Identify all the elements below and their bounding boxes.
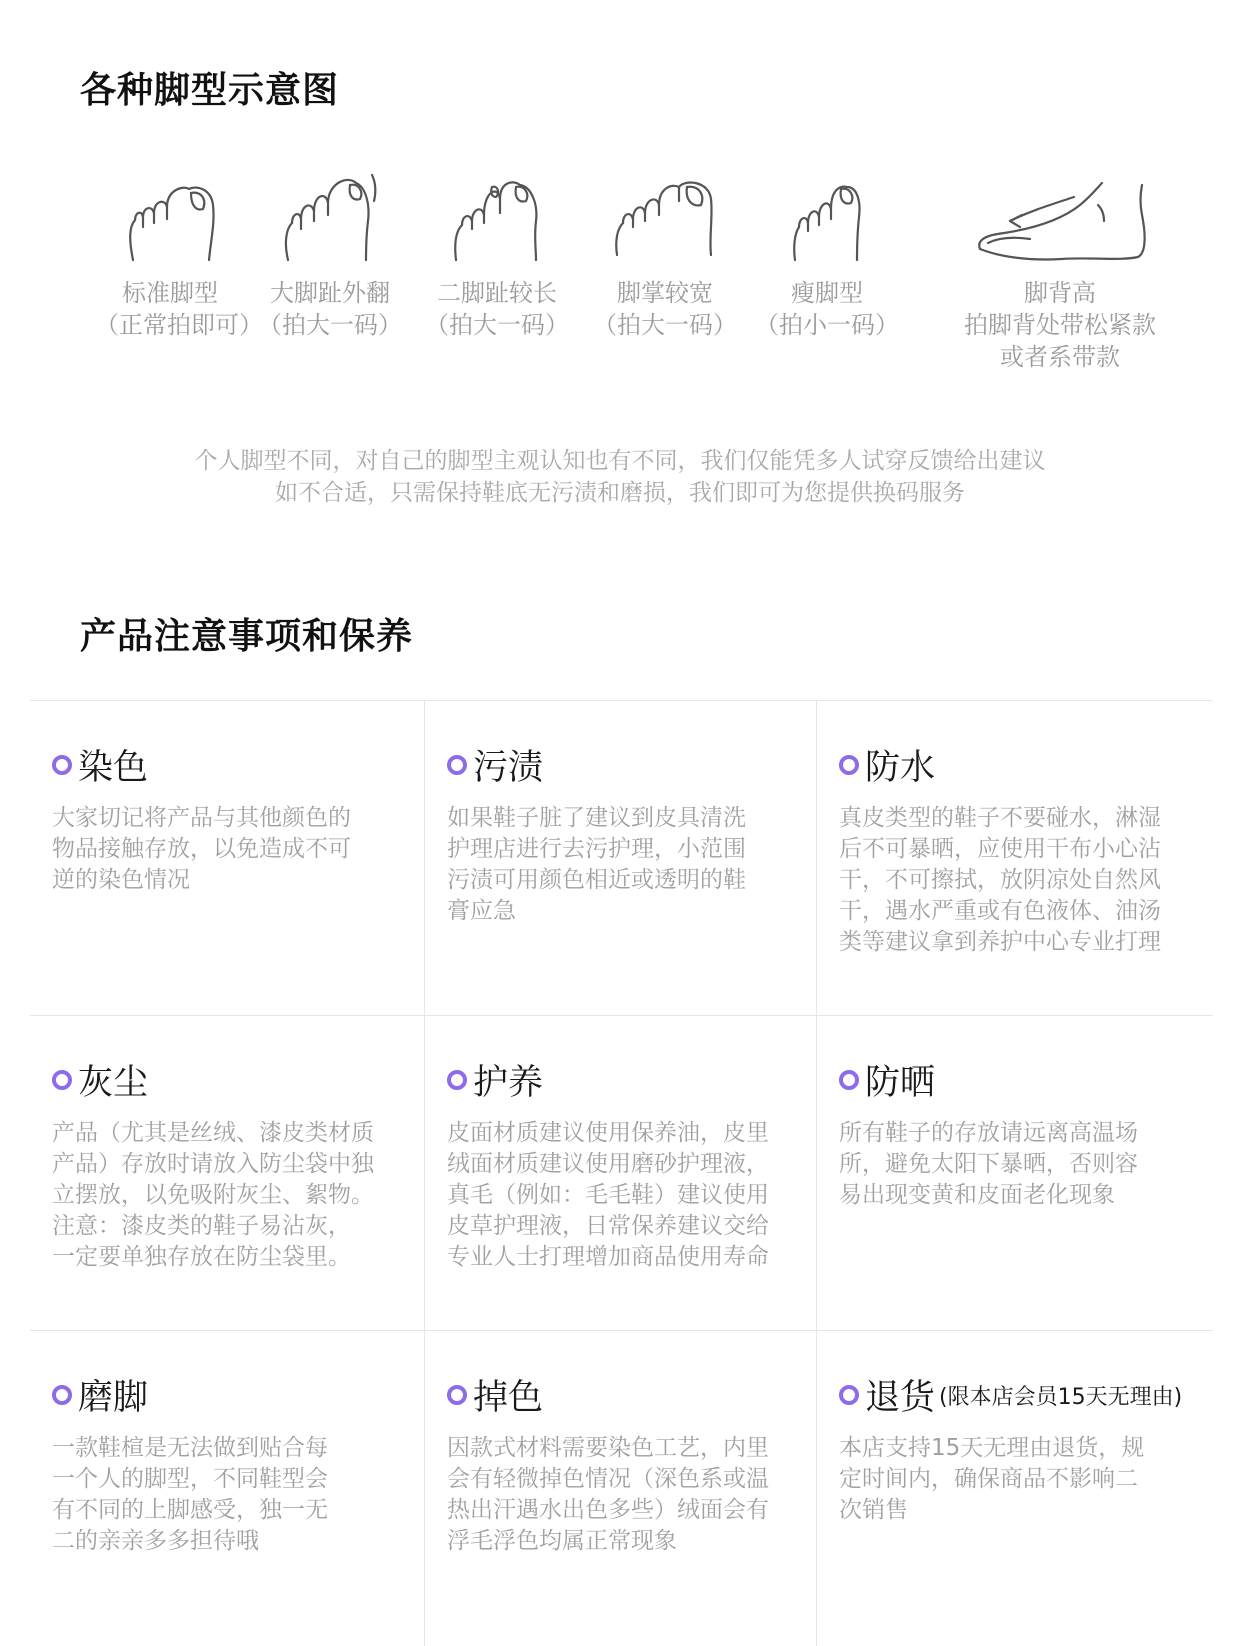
long-second-toe-foot-icon: [442, 165, 552, 265]
bullet-dot-icon: [52, 1385, 72, 1405]
card-line: 一个人的脚型，不同鞋型会: [52, 1466, 328, 1492]
card-line: 次销售: [839, 1497, 908, 1523]
card-line: 立摆放，以免吸附灰尘、絮物。: [52, 1182, 374, 1208]
bullet-dot-icon: [839, 1070, 859, 1090]
bullet-dot-icon: [839, 1385, 859, 1405]
foot-types-title: 各种脚型示意图: [80, 70, 340, 111]
high-instep-foot-icon: [970, 165, 1150, 265]
bullet-dot-icon: [447, 1385, 467, 1405]
card-title: 护养: [473, 1063, 544, 1103]
care-card-sun: [817, 1016, 1213, 1331]
card-line: 如果鞋子脏了建议到皮具清洗: [447, 805, 746, 831]
foot-tip-2: 或者系带款: [1000, 343, 1120, 371]
size-disclaimer: [0, 445, 1240, 509]
card-line: 类等建议拿到养护中心专业打理: [839, 929, 1161, 955]
card-line: 真毛（例如：毛毛鞋）建议使用: [447, 1182, 769, 1208]
card-title: 退货: [865, 1378, 936, 1418]
care-card-dust: [30, 1016, 425, 1331]
card-line: 产品（尤其是丝绒、漆皮类材质: [52, 1120, 374, 1146]
care-card-stain: [425, 701, 817, 1016]
bullet-dot-icon: [447, 755, 467, 775]
foot-item-bunion: [255, 165, 405, 341]
foot-name: 脚背高: [1024, 279, 1096, 307]
card-line: 物品接触存放，以免造成不可: [52, 836, 351, 862]
foot-tip: （正常拍即可）: [95, 311, 263, 339]
card-line: 所，避免太阳下暴晒，否则容: [839, 1151, 1138, 1177]
card-line: 专业人士打理增加商品使用寿命: [447, 1244, 769, 1270]
card-line: 二的亲亲多多担待哦: [52, 1528, 259, 1554]
foot-name: 脚掌较宽: [617, 279, 713, 307]
card-line: 污渍可用颜色相近或透明的鞋: [447, 867, 746, 893]
card-line: 逆的染色情况: [52, 867, 190, 893]
foot-item-wide: [590, 165, 740, 341]
foot-tip: （拍大一码）: [593, 311, 737, 339]
foot-name: 大脚趾外翻: [270, 279, 390, 307]
foot-tip: （拍大一码）: [425, 311, 569, 339]
bunion-foot-icon: [270, 165, 390, 265]
bullet-dot-icon: [52, 1070, 72, 1090]
care-title: 产品注意事项和保养: [80, 616, 414, 657]
card-text: [839, 1118, 1195, 1211]
card-line: 真皮类型的鞋子不要碰水，淋湿: [839, 805, 1161, 831]
card-text: [447, 803, 798, 927]
card-title: 灰尘: [78, 1063, 149, 1103]
card-line: 易出现变黄和皮面老化现象: [839, 1182, 1115, 1208]
card-line: 皮面材质建议使用保养油，皮里: [447, 1120, 769, 1146]
card-line: 产品）存放时请放入防尘袋中独: [52, 1151, 374, 1177]
card-line: 有不同的上脚感受，独一无: [52, 1497, 328, 1523]
card-title: 掉色: [473, 1378, 544, 1418]
card-text: [52, 803, 406, 896]
card-line: 后不可暴晒，应使用干布小心沾: [839, 836, 1161, 862]
card-line: 大家切记将产品与其他颜色的: [52, 805, 351, 831]
card-line: 一定要单独存放在防尘袋里。: [52, 1244, 351, 1270]
card-text: [52, 1118, 406, 1273]
care-card-dye: [30, 701, 425, 1016]
card-line: 膏应急: [447, 898, 516, 924]
wide-foot-icon: [605, 165, 725, 265]
disclaimer-line-1: 个人脚型不同，对自己的脚型主观认知也有不同，我们仅能凭多人试穿反馈给出建议: [194, 448, 1046, 474]
care-card-fading: [425, 1331, 817, 1646]
bullet-dot-icon: [52, 755, 72, 775]
foot-item-slim: [752, 165, 902, 341]
foot-tip: （拍小一码）: [755, 311, 899, 339]
care-card-rubbing: [30, 1331, 425, 1646]
card-line: 干，遇水严重或有色液体、油汤: [839, 898, 1161, 924]
card-line: 绒面材质建议使用磨砂护理液，: [447, 1151, 769, 1177]
foot-item-standard: [95, 165, 263, 341]
return-policy-note: (限本店会员15天无理由): [939, 1384, 1183, 1410]
bullet-dot-icon: [447, 1070, 467, 1090]
care-card-return: [817, 1331, 1213, 1646]
card-title: 磨脚: [78, 1378, 149, 1418]
card-line: 所有鞋子的存放请远离高温场: [839, 1120, 1138, 1146]
care-card-waterproof: [817, 701, 1213, 1016]
foot-item-long-second-toe: [422, 165, 572, 341]
card-text: [447, 1433, 798, 1557]
foot-tip: （拍大一码）: [258, 311, 402, 339]
card-line: 护理店进行去污护理，小范围: [447, 836, 746, 862]
standard-foot-icon: [115, 165, 225, 265]
card-line: 因款式材料需要染色工艺，内里: [447, 1435, 769, 1461]
card-line: 浮毛浮色均属正常现象: [447, 1528, 677, 1554]
card-text: [839, 1433, 1195, 1526]
card-title: 污渍: [473, 748, 544, 788]
card-line: 一款鞋楦是无法做到贴合每: [52, 1435, 328, 1461]
foot-name: 标准脚型: [122, 279, 218, 307]
foot-name: 二脚趾较长: [437, 279, 557, 307]
care-grid: [30, 700, 1213, 1646]
card-line: 皮草护理液，日常保养建议交给: [447, 1213, 769, 1239]
foot-tip: 拍脚背处带松紧款: [964, 311, 1156, 339]
card-title: 防晒: [865, 1063, 936, 1103]
card-line: 本店支持15天无理由退货，规: [839, 1435, 1145, 1461]
card-text: [52, 1433, 406, 1557]
disclaimer-line-2: 如不合适，只需保持鞋底无污渍和磨损，我们即可为您提供换码服务: [275, 480, 965, 506]
foot-item-high-instep: [940, 165, 1180, 373]
slim-foot-icon: [777, 165, 877, 265]
card-line: 热出汗遇水出色多些）绒面会有: [447, 1497, 769, 1523]
card-line: 干，不可擦拭，放阴凉处自然风: [839, 867, 1161, 893]
card-line: 注意：漆皮类的鞋子易沾灰，: [52, 1213, 351, 1239]
card-line: 定时间内，确保商品不影响二: [839, 1466, 1138, 1492]
foot-types-row: [0, 165, 1240, 405]
card-text: [447, 1118, 798, 1273]
card-text: [839, 803, 1195, 958]
card-line: 会有轻微掉色情况（深色系或温: [447, 1466, 769, 1492]
foot-name: 瘦脚型: [791, 279, 863, 307]
care-card-maintenance: [425, 1016, 817, 1331]
card-title: 染色: [78, 748, 149, 788]
card-title: 防水: [865, 748, 936, 788]
bullet-dot-icon: [839, 755, 859, 775]
